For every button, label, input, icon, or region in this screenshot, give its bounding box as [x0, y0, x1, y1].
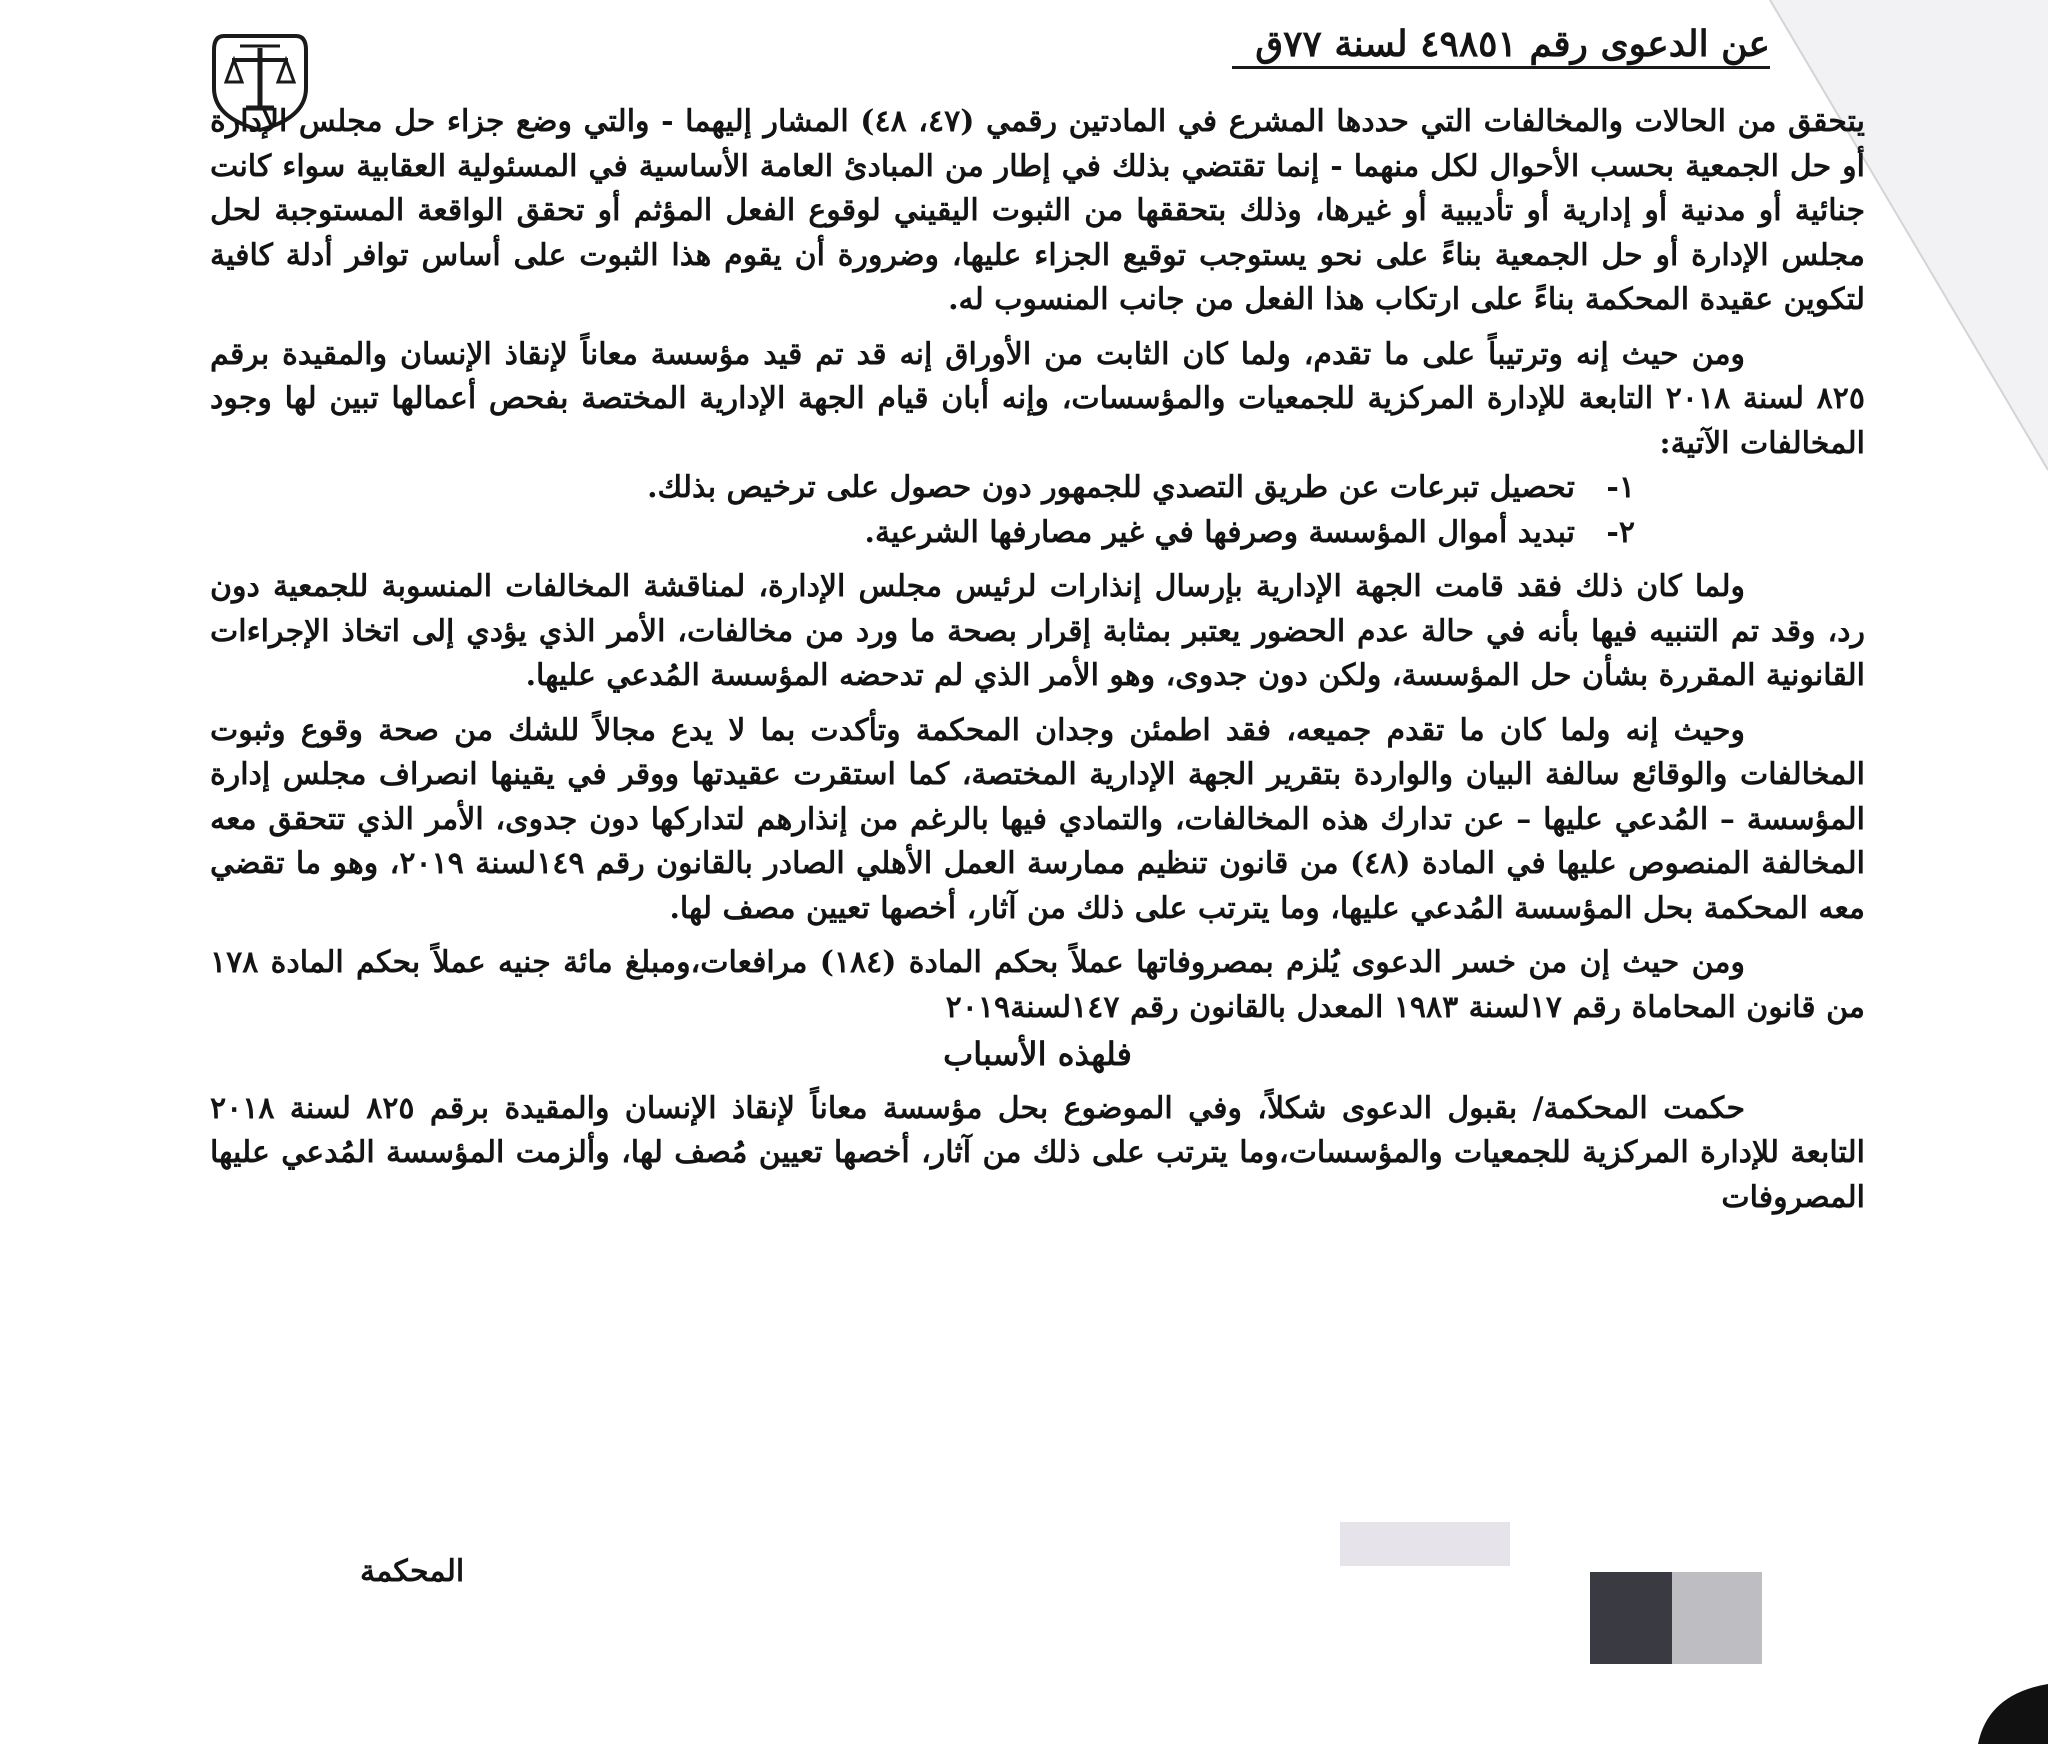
- header-underline: [1232, 66, 1770, 69]
- list-item-text: تحصيل تبرعات عن طريق التصدي للجمهور دون حصول على ترخيص بذلك.: [647, 470, 1575, 505]
- redaction-block: [1590, 1572, 1672, 1664]
- list-item-number: ١-: [1606, 470, 1635, 505]
- list-item-text: تبديد أموال المؤسسة وصرفها في غير مصارفها الشرعية.: [864, 514, 1575, 550]
- court-signature: المحكمة: [360, 1554, 465, 1589]
- case-number-header: عن الدعوى رقم ٤٩٨٥١ لسنة ٧٧ق: [1255, 23, 1770, 65]
- paragraph-verdict: حكمت المحكمة/ بقبول الدعوى شكلاً، وفي الموضوع بحل مؤسسة معاناً لإنقاذ الإنسان والمقيدة برقم ٨٢٥ لسنة ٢٠١٨ التابعة للإدارة المركزية للجمعيات والمؤسسات،وما يترتب على ذلك من آثار، أخصها تعيين مُصف لها، وألزمت المؤسسة المُدعي عليها المصروفات: [210, 1090, 1865, 1215]
- judgment-body: [210, 100, 1865, 1220]
- list-item: [210, 466, 1865, 511]
- redaction-block: [1340, 1522, 1510, 1566]
- paragraph-court-conviction: وحيث إنه ولما كان ما تقدم جميعه، فقد اطمئن وجدان المحكمة وتأكدت بما لا يدع مجالاً للشك من صحة وقوع وثبوت المخالفات والوقائع سالفة البيان والواردة بتقرير الجهة الإدارية المختصة، كما استقرت عقيدتها ووقر في يقينها انصراف مجلس إدارة المؤسسة – المُدعي عليها – عن تدارك هذه المخالفات، والتمادي فيها بالرغم من إنذارهم لتداركها دون جدوى، الأمر الذي تتحقق معه المخالفة المنصوص عليها في المادة (٤٨) من قانون تنظيم ممارسة العمل الأهلي الصادر بالقانون رقم ١٤٩لسنة ٢٠١٩، وهو ما تقضي معه المحكمة بحل المؤسسة المُدعي عليها، وما يترتب على ذلك من آثار، أخصها تعيين مصف لها.: [210, 712, 1866, 926]
- list-item: [210, 511, 1865, 556]
- paragraph-violations-principle: يتحقق من الحالات والمخالفات التي حددها المشرع في المادتين رقمي (٤٧، ٤٨) المشار إليهما - والتي وضع جزاء حل مجلس الإدارة أو حل الجمعية بحسب الأحوال لكل منهما - إنما تقتضي بذلك في إطار من المبادئ العامة الأساسية في المسئولية العقابية سواء كانت جنائية أو مدنية أو إدارية أو تأديبية أو غيرها، وذلك بتحققها من الثبوت اليقيني لوقوع الفعل المؤثم أو تحقق الواقعة المستوجبة لحل مجلس الإدارة أو حل الجمعية بناءً على نحو يستوجب توقيع الجزاء عليها، وضرورة أن يقوم هذا الثبوت على أساس توافر أدلة كافية لتكوين عقيدة المحكمة بناءً على ارتكاب هذا الفعل من جانب المنسوب له.: [210, 104, 1865, 317]
- reasons-heading: فلهذه الأسباب: [943, 1035, 1132, 1073]
- redaction-block: [1672, 1572, 1762, 1664]
- paragraph-facts: ومن حيث إنه وترتيباً على ما تقدم، ولما كان الثابت من الأوراق إنه قد تم قيد مؤسسة معاناً لإنقاذ الإنسان والمقيدة برقم ٨٢٥ لسنة ٢٠١٨ التابعة للإدارة المركزية للجمعيات والمؤسسات، وإنه أبان قيام الجهة الإدارية المختصة بفحص أعمالها تبين لها وجود المخالفات الآتية:: [210, 336, 1865, 461]
- paragraph-costs: ومن حيث إن من خسر الدعوى يُلزم بمصروفاتها عملاً بحكم المادة (١٨٤) مرافعات،ومبلغ مائة جنيه عملاً بحكم المادة ١٧٨ من قانون المحاماة رقم ١٧لسنة ١٩٨٣ المعدل بالقانون رقم ١٤٧لسنة٢٠١٩: [210, 945, 1865, 1025]
- list-item-number: ٢-: [1606, 514, 1635, 550]
- paragraph-warnings: ولما كان ذلك فقد قامت الجهة الإدارية بإرسال إنذارات لرئيس مجلس الإدارة، لمناقشة المخالفات المنسوبة للجمعية دون رد، وقد تم التنبيه فيها بأنه في حالة عدم الحضور يعتبر بمثابة إقرار بصحة ما ورد من مخالفات، الأمر الذي يؤدي إلى اتخاذ الإجراءات القانونية المقررة بشأن حل المؤسسة، ولكن دون جدوى، وهو الأمر الذي لم تدحضه المؤسسة المُدعي عليها.: [210, 569, 1865, 693]
- corner-shadow: [1958, 1684, 2048, 1744]
